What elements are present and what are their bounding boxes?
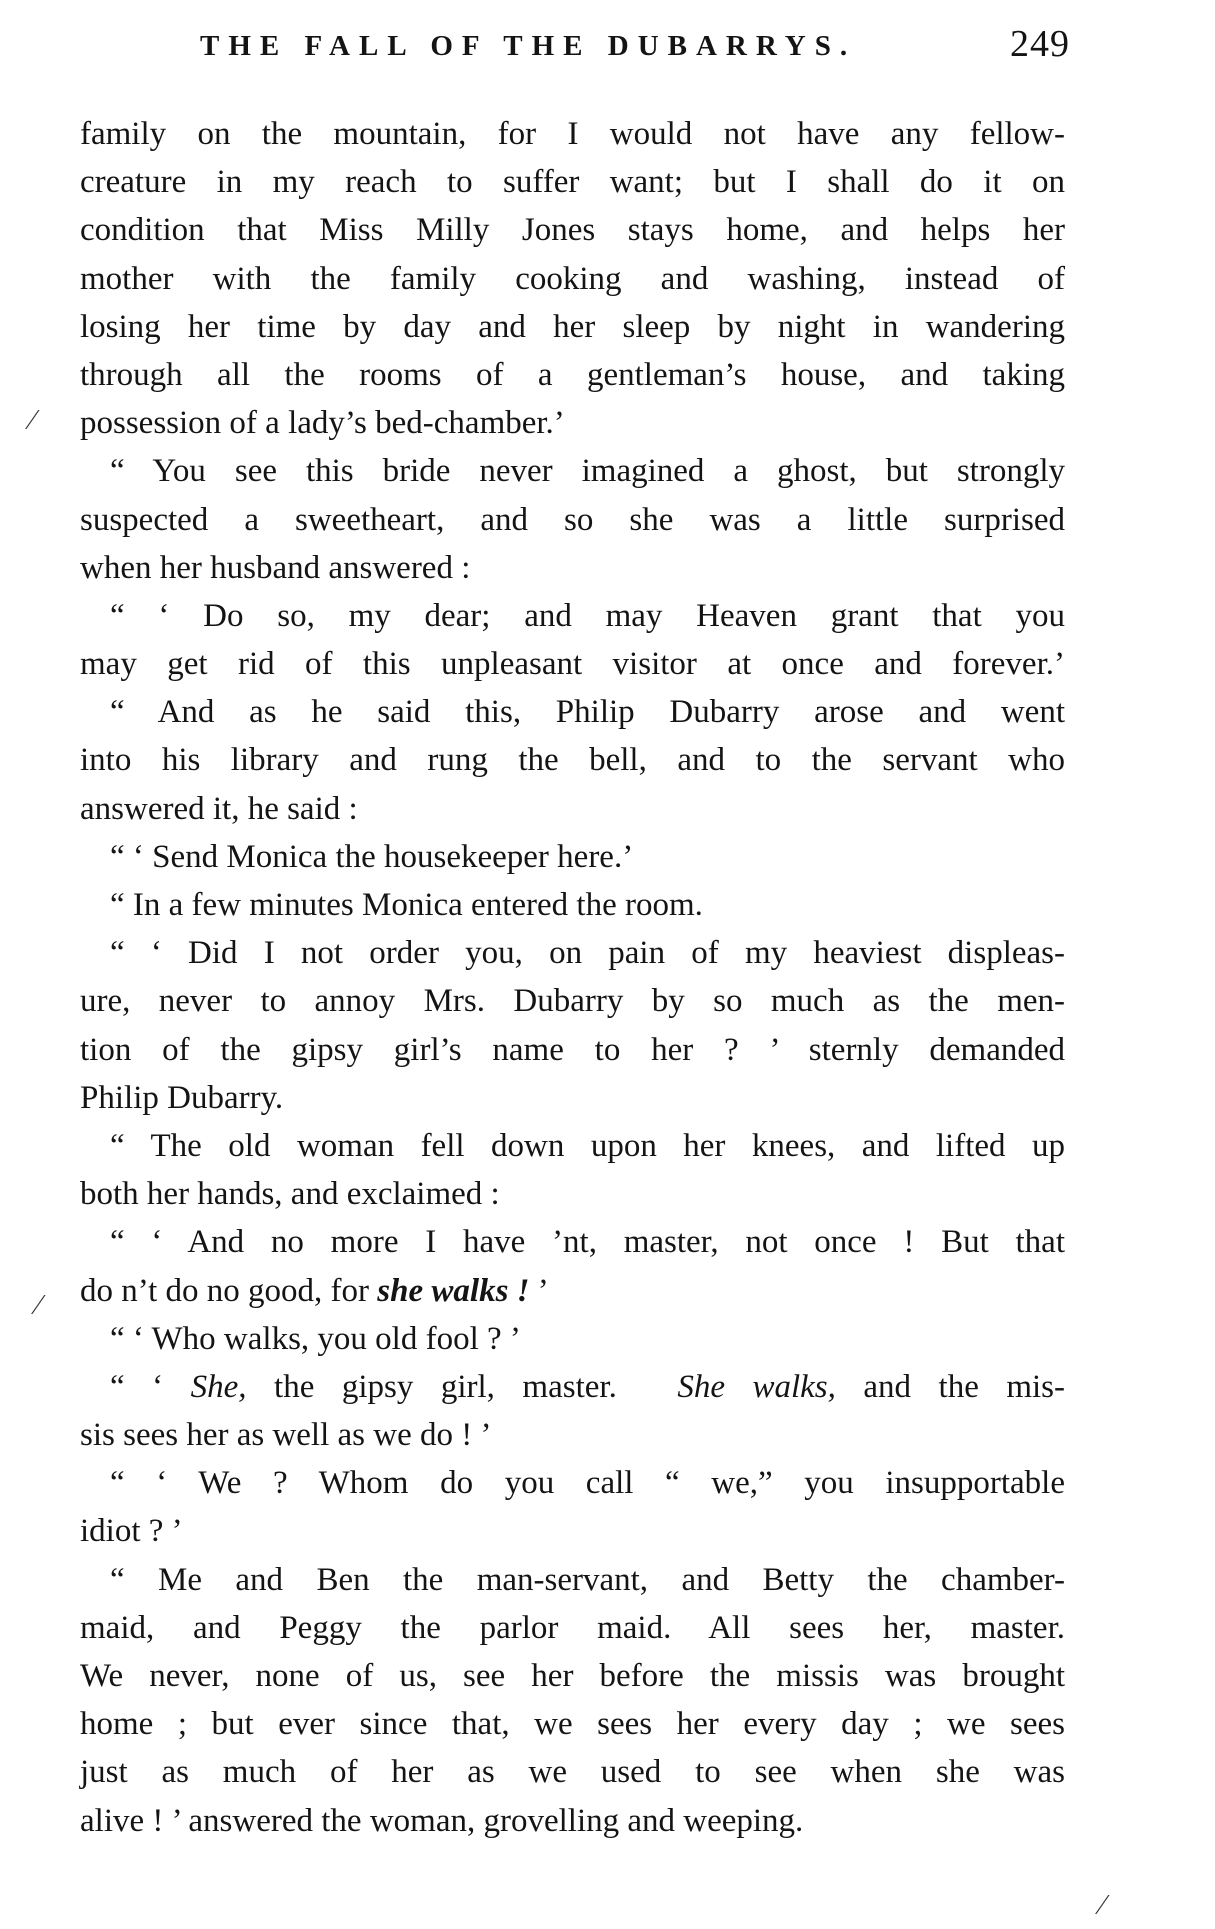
text-line [80,1267,1065,1315]
text-line: both her hands, and exclaimed : [80,1176,500,1213]
margin-mark: ⁄ [1100,1890,1105,1921]
text-line: losing her time by day and her sleep by night in wandering [80,308,1065,345]
text-line: We never, none of us, see her before the missis was brought [80,1658,1065,1694]
text-line: just as much of her as we used to see when she was [80,1754,1065,1791]
emphasis-text: She, [190,1368,247,1405]
text-line: “ ‘ Send Monica the housekeeper here.’ [110,838,634,875]
page-number: 249 [1010,23,1070,65]
text-line: when her husband answered : [80,549,471,586]
text-line: sis sees her as well as we do ! ’ [80,1417,492,1454]
emphasis-text: she walks ! [377,1272,530,1309]
text-line: “ ‘ Did I not order you, on pain of my heaviest displeas- [110,935,1065,972]
emphasis-text: She walks, [677,1368,836,1405]
text-line: answered it, he said : [80,790,358,827]
text-line: “ Me and Ben the man-servant, and Betty the chamber- [110,1561,1065,1598]
text-line: suspected a sweetheart, and so she was a little surprised [80,501,1065,538]
line-text: the gipsy girl, master. [246,1368,617,1405]
text-line: alive ! ’ answered the woman, grovelling and weeping. [80,1802,804,1839]
text-line: “ ‘ Who walks, you old fool ? ’ [110,1320,521,1357]
text-line: home ; but ever since that, we sees her every day ; we sees [80,1706,1065,1743]
line-text: “ ‘ [110,1368,164,1405]
text-line: possession of a lady’s bed-chamber.’ [80,405,565,442]
line-text: ’ [529,1272,549,1309]
text-line: into his library and rung the bell, and to the servant who [80,742,1065,779]
text-line: may get rid of this unpleasant visitor at once and forever.’ [80,646,1065,683]
text-line: tion of the gipsy girl’s name to her ? ’ sternly demanded [80,1031,1065,1068]
running-title: THE FALL OF THE DUBARRYS. [200,30,857,62]
margin-mark: ⁄ [36,1290,41,1321]
text-line: ure, never to annoy Mrs. Dubarry by so much as the men- [80,983,1065,1020]
text-line: “ ‘ And no more I have ’nt, master, not once ! But that [110,1224,1065,1261]
text-line: “ ‘ Do so, my dear; and may Heaven grant that you [110,597,1065,634]
text-line: “ ‘ We ? Whom do you call “ we,” you insupportable [110,1465,1065,1502]
text-line: maid, and Peggy the parlor maid. All sees her, master. [80,1609,1065,1646]
line-text: do n’t do no good, for [80,1272,370,1309]
line-text: and the mis- [835,1368,1066,1405]
body-text [80,110,1065,1845]
text-line: “ The old woman fell down upon her knees, and lifted up [110,1127,1065,1164]
text-line: “ And as he said this, Philip Dubarry arose and went [110,694,1065,731]
text-line: family on the mountain, for I would not have any fellow- [80,116,1065,152]
text-line: Philip Dubarry. [80,1079,284,1116]
margin-mark: ⁄ [30,405,35,436]
text-line: mother with the family cooking and washing, instead of [80,260,1065,297]
text-line: creature in my reach to suffer want; but I shall do it on [80,164,1065,201]
text-line [80,1363,1065,1411]
text-line: through all the rooms of a gentleman’s house, and taking [80,356,1065,393]
text-line: idiot ? ’ [80,1513,183,1550]
text-line: “ In a few minutes Monica entered the room. [110,887,703,923]
running-head [80,22,1070,72]
text-line: “ You see this bride never imagined a ghost, but strongly [110,453,1065,490]
text-line: condition that Miss Milly Jones stays home, and helps her [80,212,1065,249]
